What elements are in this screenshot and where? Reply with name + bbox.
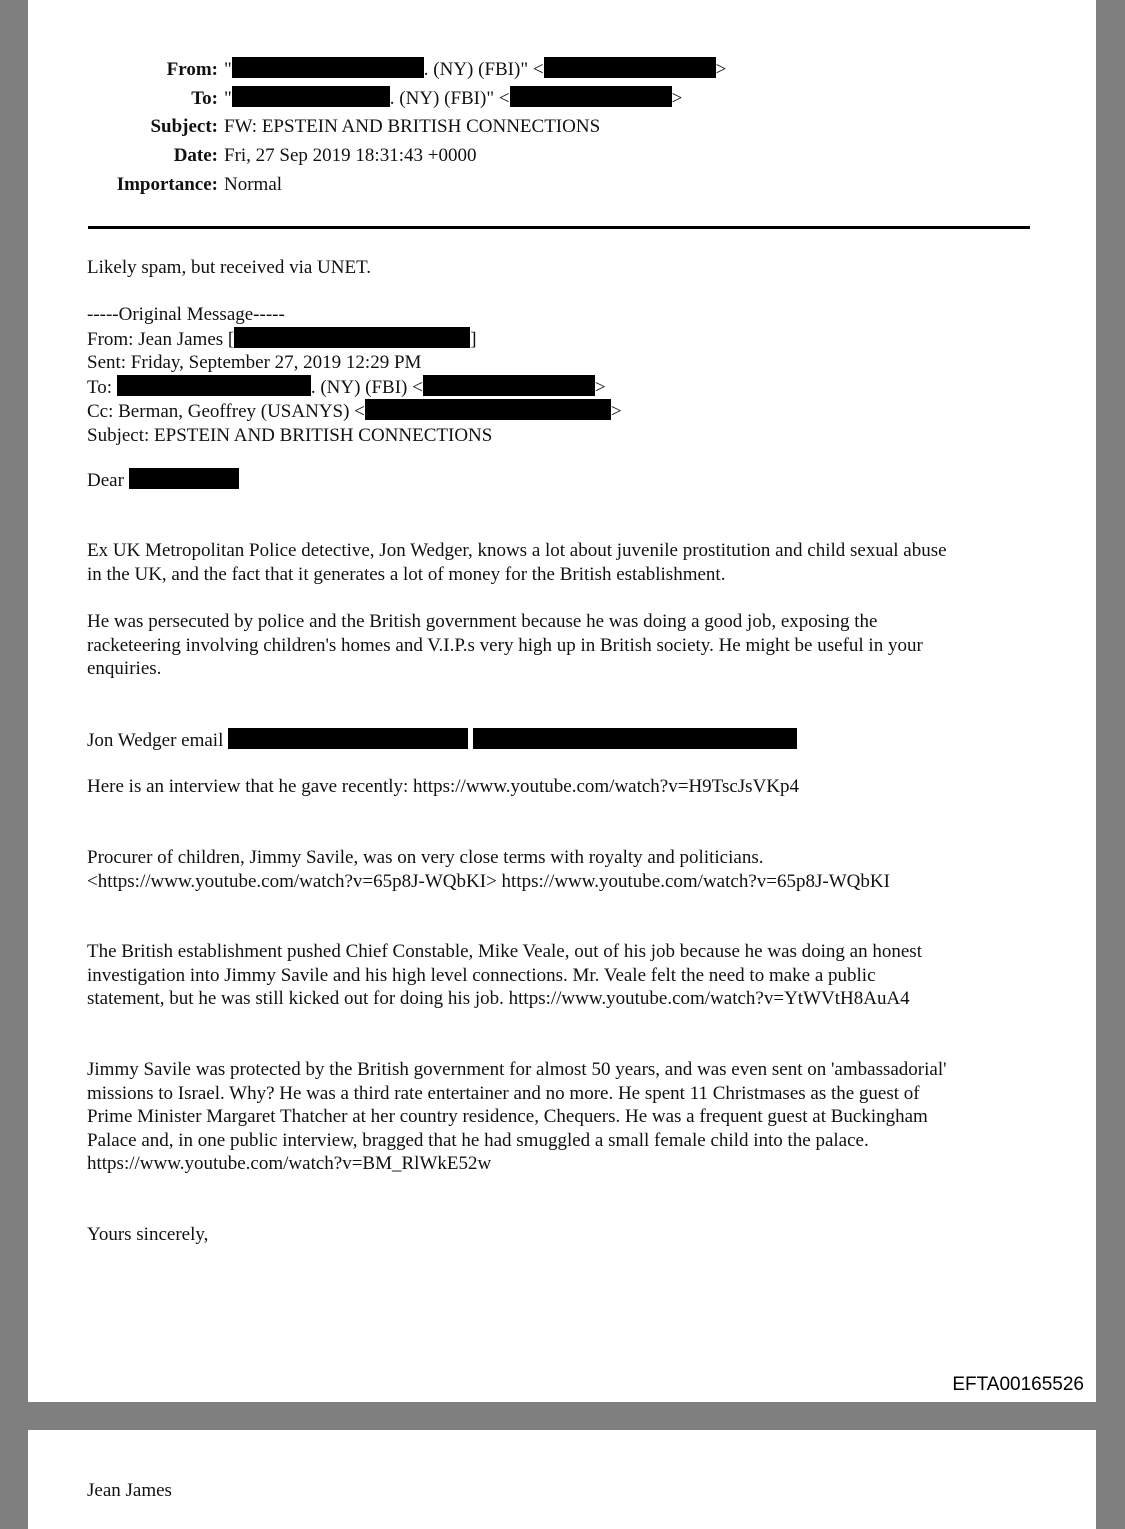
original-separator: -----Original Message----- (87, 304, 285, 325)
subject-value: FW: EPSTEIN AND BRITISH CONNECTIONS (224, 116, 601, 137)
importance-value: Normal (224, 174, 283, 195)
redaction-block (129, 468, 239, 489)
date-label: Date: (173, 145, 218, 166)
original-subject: Subject: EPSTEIN AND BRITISH CONNECTIONS (87, 424, 493, 446)
wedger-email-line: Jon Wedger email (87, 728, 1047, 753)
signature: Jean James (87, 1480, 172, 1501)
original-from: From: Jean James [ ] (87, 328, 477, 350)
paragraph-wedger: Ex UK Metropolitan Police detective, Jon Wedger, knows a lot about juvenile prostitution and child sexual abuse in the UK, and the fact that it generates a lot of money for the British establishment. (87, 540, 947, 585)
subject-label: Subject: (150, 116, 218, 137)
original-cc: Cc: Berman, Geoffrey (USANYS) < > (87, 401, 622, 422)
redaction-block (473, 728, 797, 749)
header-from-row: From: " . (NY) (FBI)" < > (28, 57, 726, 82)
date-value: Fri, 27 Sep 2019 18:31:43 +0000 (224, 145, 477, 166)
redaction-block (234, 327, 470, 348)
document-page-1 (28, 0, 1096, 1402)
bates-number: EFTA00165526 (952, 1374, 1084, 1395)
redaction-block (232, 86, 390, 107)
to-label: To: (191, 88, 218, 109)
paragraph-veale: The British establishment pushed Chief Constable, Mike Veale, out of his job because he was doing an honest investigation into Jimmy Savile and his high level connections. Mr. Veale felt the need to make a public statement, but he was still kicked out for doing his job. https://www.youtube.com/watch?v=YtWVtH8AuA4 (87, 941, 922, 1009)
redaction-block (232, 57, 424, 78)
closing: Yours sincerely, (87, 1224, 209, 1245)
header-subject-row (28, 115, 600, 139)
paragraph-persecuted: He was persecuted by police and the British government because he was doing a good job, exposing the racketeering involving children's homes and V.I.P.s very high up in British society. He might be useful in your enquiries. (87, 611, 923, 679)
redaction-block (228, 728, 468, 749)
interview-line: Here is an interview that he gave recently: https://www.youtube.com/watch?v=H9TscJsVKp4 (87, 776, 800, 797)
from-label: From: (166, 59, 218, 80)
header-date-row (28, 144, 476, 168)
redaction-block (365, 399, 611, 420)
greeting: Dear (87, 468, 1047, 493)
original-sent: Sent: Friday, September 27, 2019 12:29 PM (87, 352, 422, 373)
redaction-block (544, 57, 716, 78)
header-divider (88, 226, 1030, 229)
importance-label: Importance: (116, 174, 218, 195)
paragraph-savile-procurer: Procurer of children, Jimmy Savile, was on very close terms with royalty and politicians. <https://www.youtube.com/watch?v=65p8J-WQbKI> https://www.youtube.com/watch?v=65p8J-WQbKI (87, 847, 890, 892)
intro-line: Likely spam, but received via UNET. (87, 257, 372, 278)
header-importance-row (28, 173, 282, 197)
paragraph-savile-protected: Jimmy Savile was protected by the British government for almost 50 years, and was even sent on 'ambassadorial' missions to Israel. Why? He was a third rate entertainer and no more. He spent 11 Christmases as the guest of Prime Minister Margaret Thatcher at her country residence, Chequers. He was a frequent guest at Buckingham Palace and, in one public interview, bragged that he had smuggled a small female child into the palace. https://www.youtube.com/watch?v=BM_RlWkE52w (87, 1059, 947, 1174)
original-message-header (87, 303, 1047, 447)
document-page-2 (28, 1430, 1096, 1529)
original-to: To: . (NY) (FBI) < > (87, 376, 606, 398)
header-to-row: To: " . (NY) (FBI)" < > (28, 86, 682, 111)
redaction-block (510, 86, 672, 107)
redaction-block (423, 375, 595, 396)
redaction-block (117, 375, 311, 396)
